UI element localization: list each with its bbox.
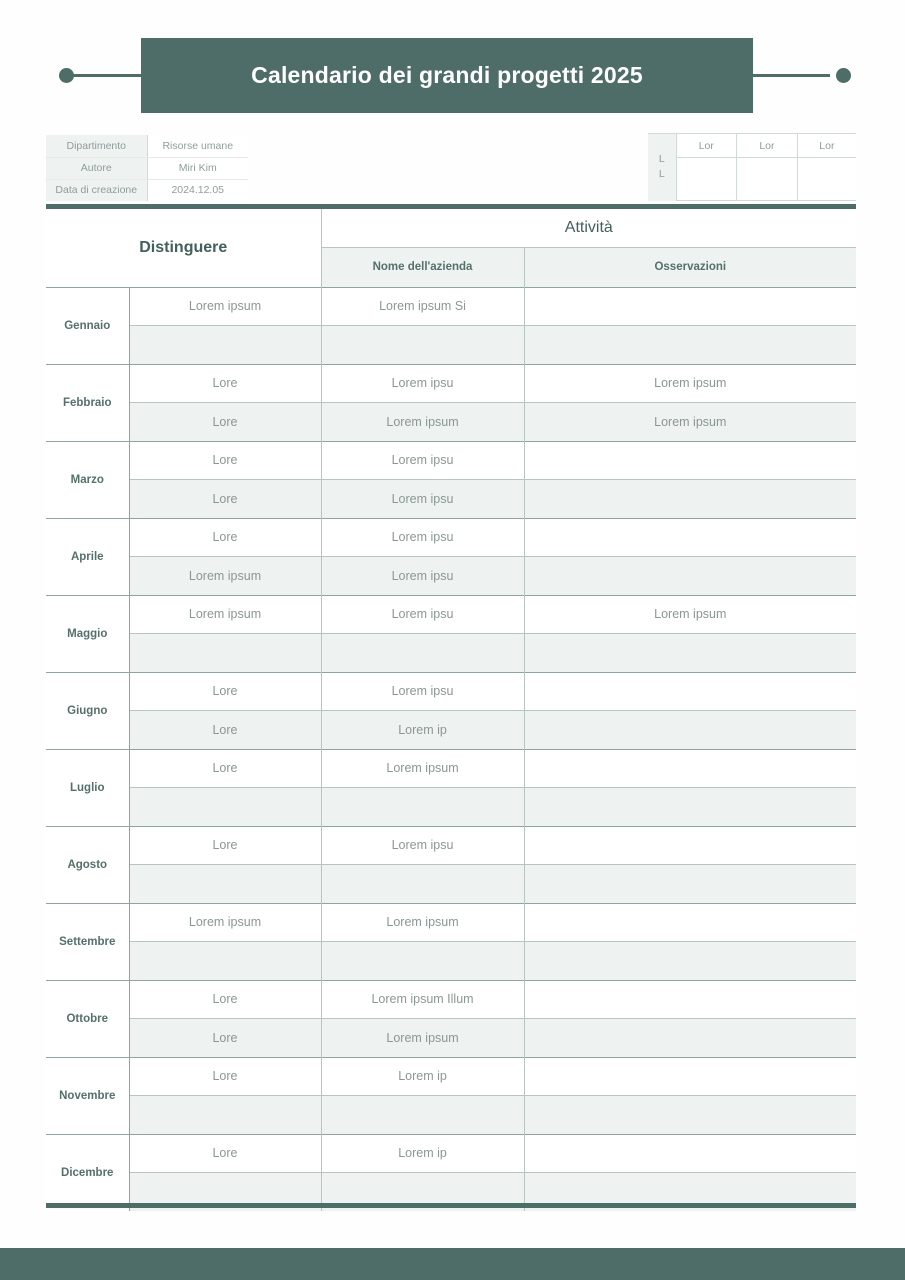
calendar-month-row bbox=[46, 1057, 856, 1096]
calendar-cell[interactable] bbox=[524, 1134, 856, 1173]
calendar-cell[interactable] bbox=[524, 711, 856, 750]
calendar-cell[interactable] bbox=[524, 518, 856, 557]
calendar-cell[interactable]: Lorem ip bbox=[321, 1057, 524, 1096]
calendar-cell[interactable] bbox=[129, 865, 321, 904]
calendar-cell[interactable]: Lorem ipsum bbox=[524, 403, 856, 442]
calendar-cell[interactable] bbox=[524, 634, 856, 673]
calendar-cell[interactable]: Lorem ipsu bbox=[321, 672, 524, 711]
calendar-cell[interactable]: Lorem ipsum bbox=[321, 1019, 524, 1058]
header-distinguere: Distinguere bbox=[46, 209, 321, 287]
month-label-maggio: Maggio bbox=[46, 595, 129, 672]
month-label-aprile: Aprile bbox=[46, 518, 129, 595]
calendar-month-row bbox=[46, 634, 856, 673]
header-osservazioni: Osservazioni bbox=[524, 247, 856, 287]
meta-label: Dipartimento bbox=[46, 135, 147, 157]
calendar-cell[interactable] bbox=[129, 634, 321, 673]
calendar-month-row bbox=[46, 788, 856, 827]
meta-value[interactable]: Miri Kim bbox=[147, 157, 248, 179]
calendar-cell[interactable]: Lore bbox=[129, 1134, 321, 1173]
calendar-month-row bbox=[46, 326, 856, 365]
calendar-cell[interactable] bbox=[321, 865, 524, 904]
month-label-luglio: Luglio bbox=[46, 749, 129, 826]
calendar-table-head bbox=[46, 209, 856, 287]
calendar-cell[interactable] bbox=[524, 557, 856, 596]
decorative-line-right bbox=[748, 74, 830, 77]
calendar-month-row bbox=[46, 403, 856, 442]
meta-row bbox=[46, 157, 248, 179]
calendar-cell[interactable] bbox=[524, 749, 856, 788]
calendar-cell[interactable] bbox=[129, 1096, 321, 1135]
meta-label: Autore bbox=[46, 157, 147, 179]
calendar-cell[interactable] bbox=[524, 672, 856, 711]
calendar-cell[interactable]: Lorem ipsu bbox=[321, 826, 524, 865]
calendar-month-row bbox=[46, 557, 856, 596]
calendar-cell[interactable] bbox=[524, 826, 856, 865]
calendar-cell[interactable]: Lore bbox=[129, 826, 321, 865]
calendar-header-row-top bbox=[46, 209, 856, 247]
decorative-dot-right-icon bbox=[836, 68, 851, 83]
meta-row bbox=[46, 135, 248, 157]
calendar-month-row bbox=[46, 672, 856, 711]
calendar-cell[interactable] bbox=[524, 1019, 856, 1058]
calendar-cell[interactable] bbox=[321, 942, 524, 981]
calendar-cell[interactable]: Lorem ipsum bbox=[129, 595, 321, 634]
calendar-month-row bbox=[46, 903, 856, 942]
month-label-gennaio: Gennaio bbox=[46, 287, 129, 364]
calendar-cell[interactable]: Lorem ipsum bbox=[129, 287, 321, 326]
calendar-cell[interactable]: Lorem ipsum bbox=[129, 903, 321, 942]
calendar-cell[interactable]: Lorem ipsum bbox=[321, 749, 524, 788]
calendar-cell[interactable]: Lorem ipsum bbox=[321, 903, 524, 942]
calendar-cell[interactable] bbox=[524, 865, 856, 904]
calendar-cell[interactable] bbox=[524, 287, 856, 326]
mini-table-header-cell: Lor bbox=[737, 134, 798, 158]
month-label-novembre: Novembre bbox=[46, 1057, 129, 1134]
calendar-month-row bbox=[46, 364, 856, 403]
calendar-cell[interactable]: Lorem ipsum bbox=[524, 595, 856, 634]
calendar-cell[interactable] bbox=[321, 1096, 524, 1135]
calendar-cell[interactable] bbox=[524, 980, 856, 1019]
calendar-cell[interactable]: Lorem ipsu bbox=[321, 364, 524, 403]
legend-mini-table bbox=[648, 133, 856, 201]
calendar-cell[interactable] bbox=[129, 942, 321, 981]
month-label-dicembre: Dicembre bbox=[46, 1134, 129, 1211]
calendar-month-row bbox=[46, 980, 856, 1019]
calendar-cell[interactable]: Lorem ip bbox=[321, 711, 524, 750]
month-label-settembre: Settembre bbox=[46, 903, 129, 980]
calendar-cell[interactable]: Lorem ipsum bbox=[129, 557, 321, 596]
calendar-cell[interactable]: Lorem ipsu bbox=[321, 595, 524, 634]
calendar-cell[interactable]: Lore bbox=[129, 1019, 321, 1058]
calendar-cell[interactable] bbox=[524, 1096, 856, 1135]
meta-value[interactable]: Risorse umane bbox=[147, 135, 248, 157]
calendar-cell[interactable]: Lore bbox=[129, 518, 321, 557]
calendar-month-row bbox=[46, 595, 856, 634]
calendar-month-row bbox=[46, 942, 856, 981]
calendar-cell[interactable]: Lore bbox=[129, 441, 321, 480]
table-bottom-rule bbox=[46, 1203, 856, 1208]
header-attivita: Attività bbox=[321, 209, 856, 247]
calendar-cell[interactable]: Lorem ipsum bbox=[321, 403, 524, 442]
calendar-cell[interactable]: Lorem ipsu bbox=[321, 441, 524, 480]
calendar-month-row bbox=[46, 518, 856, 557]
calendar-cell[interactable] bbox=[321, 634, 524, 673]
calendar-cell[interactable]: Lore bbox=[129, 672, 321, 711]
mini-table-cell[interactable] bbox=[676, 158, 737, 201]
mini-table-header-cell: Lor bbox=[676, 134, 737, 158]
month-label-giugno: Giugno bbox=[46, 672, 129, 749]
month-label-marzo: Marzo bbox=[46, 441, 129, 518]
project-calendar-table bbox=[46, 209, 856, 1211]
document-meta-table bbox=[46, 135, 248, 201]
month-label-agosto: Agosto bbox=[46, 826, 129, 903]
calendar-cell[interactable]: Lore bbox=[129, 403, 321, 442]
calendar-cell[interactable] bbox=[524, 480, 856, 519]
calendar-month-row bbox=[46, 711, 856, 750]
calendar-cell[interactable] bbox=[524, 326, 856, 365]
calendar-month-row bbox=[46, 441, 856, 480]
calendar-month-row bbox=[46, 480, 856, 519]
month-label-ottobre: Ottobre bbox=[46, 980, 129, 1057]
calendar-cell[interactable]: Lorem ipsum Si bbox=[321, 287, 524, 326]
calendar-cell[interactable] bbox=[524, 903, 856, 942]
mini-table-cell[interactable] bbox=[737, 158, 798, 201]
mini-table-header-cell: Lor bbox=[797, 134, 856, 158]
page-title: Calendario dei grandi progetti 2025 bbox=[251, 62, 643, 88]
mini-table-header-row bbox=[648, 134, 856, 158]
calendar-cell[interactable] bbox=[524, 441, 856, 480]
calendar-table-body bbox=[46, 287, 856, 1211]
calendar-month-row bbox=[46, 287, 856, 326]
calendar-cell[interactable] bbox=[524, 788, 856, 827]
calendar-month-row bbox=[46, 826, 856, 865]
mini-table-body-row bbox=[648, 158, 856, 201]
calendar-cell[interactable] bbox=[524, 1057, 856, 1096]
meta-row bbox=[46, 179, 248, 201]
calendar-cell[interactable]: Lorem ip bbox=[321, 1134, 524, 1173]
meta-label: Data di creazione bbox=[46, 179, 147, 201]
calendar-cell[interactable]: Lore bbox=[129, 980, 321, 1019]
calendar-cell[interactable] bbox=[524, 942, 856, 981]
calendar-cell[interactable]: Lorem ipsu bbox=[321, 518, 524, 557]
mini-side-line-1: L bbox=[658, 153, 665, 166]
calendar-cell[interactable] bbox=[129, 326, 321, 365]
calendar-cell[interactable] bbox=[129, 788, 321, 827]
header-nome-azienda: Nome dell'azienda bbox=[321, 247, 524, 287]
mini-side-line-2: L bbox=[658, 168, 665, 181]
calendar-month-row bbox=[46, 1019, 856, 1058]
decorative-dot-left-icon bbox=[59, 68, 74, 83]
calendar-month-row bbox=[46, 1096, 856, 1135]
title-banner bbox=[141, 38, 753, 113]
calendar-cell[interactable]: Lorem ipsum Illum bbox=[321, 980, 524, 1019]
calendar-cell[interactable]: Lore bbox=[129, 1057, 321, 1096]
calendar-cell[interactable] bbox=[321, 326, 524, 365]
calendar-month-row bbox=[46, 1134, 856, 1173]
mini-table-cell[interactable] bbox=[797, 158, 856, 201]
calendar-cell[interactable]: Lorem ipsum bbox=[524, 364, 856, 403]
calendar-month-row bbox=[46, 749, 856, 788]
calendar-cell[interactable]: Lorem ipsu bbox=[321, 557, 524, 596]
calendar-month-row bbox=[46, 865, 856, 904]
calendar-cell[interactable] bbox=[321, 788, 524, 827]
calendar-cell[interactable]: Lore bbox=[129, 749, 321, 788]
decorative-line-left bbox=[66, 74, 146, 77]
footer-band bbox=[0, 1248, 905, 1280]
calendar-cell[interactable]: Lorem ipsu bbox=[321, 480, 524, 519]
calendar-cell[interactable]: Lore bbox=[129, 480, 321, 519]
meta-value[interactable]: 2024.12.05 bbox=[147, 179, 248, 201]
calendar-cell[interactable]: Lore bbox=[129, 711, 321, 750]
month-label-febbraio: Febbraio bbox=[46, 364, 129, 441]
title-banner-area bbox=[0, 38, 905, 113]
calendar-cell[interactable]: Lore bbox=[129, 364, 321, 403]
mini-table-side-label bbox=[648, 134, 676, 201]
